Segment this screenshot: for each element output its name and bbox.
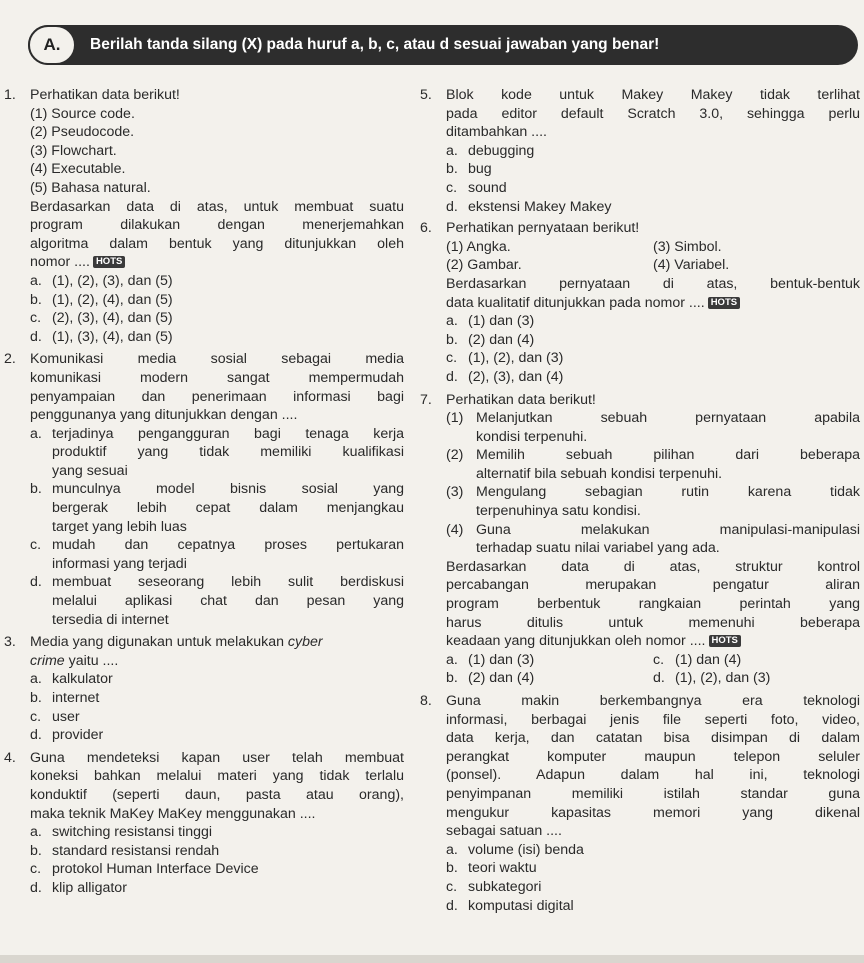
answer-option-b[interactable]: b. standard resistansi rendah	[30, 842, 220, 859]
question-intro: Perhatikan data berikut!	[446, 391, 596, 408]
question-stem: algoritma dalam bentuk yang ditunjukkan oleh	[30, 235, 404, 252]
question-number: 3.	[4, 634, 16, 651]
answer-option-a[interactable]: a. debugging	[446, 142, 535, 159]
question-stem: Berdasarkan pernyataan di atas, bentuk-bentuk	[446, 275, 860, 292]
answer-option-b[interactable]: b. (2) dan (4)	[446, 331, 535, 348]
data-items-grid	[446, 238, 860, 257]
question-stem: mengukur kapasitas memori yang dikenal	[446, 804, 860, 821]
answer-option-d[interactable]: d. provider	[30, 727, 104, 744]
question-number: 7.	[420, 391, 432, 408]
question-stem: Komunikasi media sosial sebagai media	[30, 351, 404, 368]
answer-option-b[interactable]: b. teori waktu	[446, 860, 537, 877]
question-stem: Media yang digunakan untuk melakukan cyber	[30, 634, 323, 651]
question-stem: data kerja, dan catatan bisa disimpan di dalam	[446, 730, 860, 747]
question-stem: koneksi bahkan melalui materi yang tidak terlalu	[30, 768, 404, 785]
question-stem: penyampaian dan penerimaan informasi bagi	[30, 388, 404, 405]
answer-option-c[interactable]: c. sound	[446, 179, 507, 196]
question-stem: perangkat komputer maupun telepon seluler	[446, 748, 860, 765]
data-item: (1) Melanjutkan sebuah pernyataan apabila kondisi terpenuhi.	[446, 410, 860, 445]
answer-option-a[interactable]: a. (1) dan (3)	[446, 313, 535, 330]
answer-option-d[interactable]: d. komputasi digital	[446, 897, 574, 914]
answer-option-c[interactable]: c. (2), (3), (4), dan (5)	[30, 310, 173, 327]
data-item: (4) Variabel.	[653, 257, 730, 274]
answer-option-a[interactable]: a. terjadinya pengangguran bagi tenaga kerja produktif yang tidak memiliki kualifikasi yang sesuai	[30, 425, 404, 479]
data-item: (3) Flowchart.	[30, 142, 117, 159]
answer-option-c[interactable]: c. user	[30, 708, 80, 725]
question-stem: penyimpanan memiliki istilah standar guna	[446, 785, 860, 802]
question-stem: ditambahkan ....	[446, 124, 547, 141]
question-1	[4, 86, 404, 346]
answer-option-b[interactable]: b. bug	[446, 161, 492, 178]
answer-option-b[interactable]: b. (2) dan (4)	[446, 670, 535, 687]
question-stem: Berdasarkan data di atas, struktur kontrol	[446, 558, 860, 575]
answer-option-d[interactable]: d. ekstensi Makey Makey	[446, 198, 612, 215]
question-5	[420, 86, 860, 216]
question-6	[420, 219, 860, 386]
answer-option-d[interactable]: d. (2), (3), dan (4)	[446, 368, 564, 385]
answer-option-c[interactable]: c. mudah dan cepatnya proses pertukaran informasi yang terjadi	[30, 537, 404, 572]
answer-option-a[interactable]: a. kalkulator	[30, 671, 113, 688]
data-item: (1) Angka.	[446, 238, 511, 255]
question-number: 1.	[4, 87, 16, 103]
question-stem: maka teknik MaKey MaKey menggunakan ....	[30, 805, 316, 822]
instruction-title: Berilah tanda silang (X) pada huruf a, b, c, atau d sesuai jawaban yang benar!	[90, 36, 660, 53]
question-stem: crime yaitu ....	[30, 652, 119, 669]
question-stem: harus ditulis untuk memenuhi beberapa	[446, 614, 860, 631]
data-item: (3) Mengulang sebagian rutin karena tidak terpenuhinya satu kondisi.	[446, 484, 860, 520]
question-stem: konduktif (seperti daun, pasta atau orang),	[30, 786, 404, 803]
question-3	[4, 633, 404, 745]
data-item: (1) Source code.	[30, 105, 135, 122]
page-bottom-edge	[0, 955, 864, 963]
question-stem: data kualitatif ditunjukkan pada nomor .... HOTS	[446, 294, 860, 313]
question-intro: Perhatikan data berikut!	[30, 87, 180, 103]
hots-badge: HOTS	[93, 256, 125, 268]
answer-option-d[interactable]: d. klip alligator	[30, 879, 127, 896]
answer-option-c[interactable]: c. (1) dan (4)	[653, 651, 742, 668]
options-grid	[446, 669, 860, 688]
question-stem: Berdasarkan data di atas, untuk membuat suatu	[30, 198, 404, 215]
answer-option-c[interactable]: c. protokol Human Interface Device	[30, 861, 259, 878]
section-badge: A.	[28, 25, 76, 65]
question-stem: program berbentuk rangkaian perintah yang	[446, 596, 860, 613]
left-column	[4, 86, 404, 898]
question-stem: informasi, berbagai jenis file seperti foto, video,	[446, 711, 860, 728]
question-number: 6.	[420, 220, 432, 237]
question-stem: program dilakukan dengan menerjemahkan	[30, 217, 404, 234]
question-stem: komunikasi modern sangat mempermudah	[30, 369, 404, 386]
question-stem: (ponsel). Adapun dalam hal ini, teknologi	[446, 767, 860, 784]
answer-option-b[interactable]: b. internet	[30, 690, 100, 706]
question-stem: nomor .... HOTS	[30, 253, 404, 272]
data-item: (2) Pseudocode.	[30, 124, 135, 141]
answer-option-b[interactable]: b. munculnya model bisnis sosial yang bergerak lebih cepat dalam menjangkau target yang lebih luas	[30, 481, 404, 535]
options-grid	[446, 651, 860, 670]
data-item: (4) Executable.	[30, 161, 126, 178]
answer-option-a[interactable]: a. volume (isi) benda	[446, 841, 584, 858]
answer-option-d[interactable]: d. (1), (3), (4), dan (5)	[30, 328, 173, 345]
answer-option-a[interactable]: a. (1) dan (3)	[446, 651, 535, 668]
data-item: (2) Memilih sebuah pilihan dari beberapa alternatif bila sebuah kondisi terpenuhi.	[446, 447, 860, 482]
answer-option-a[interactable]: a. (1), (2), (3), dan (5)	[30, 272, 173, 289]
answer-option-b[interactable]: b. (1), (2), (4), dan (5)	[30, 291, 173, 308]
question-stem: Blok kode untuk Makey Makey tidak terlihat	[446, 87, 860, 103]
question-4	[4, 749, 404, 898]
answer-option-c[interactable]: c. subkategori	[446, 878, 542, 895]
question-stem: pada editor default Scratch 3.0, sehingga perlu	[446, 105, 860, 122]
question-2	[4, 350, 404, 629]
hots-badge: HOTS	[708, 297, 740, 309]
question-7	[420, 391, 860, 689]
question-stem: percabangan merupakan pengatur aliran	[446, 577, 860, 594]
hots-badge: HOTS	[709, 635, 741, 647]
question-stem: Guna mendeteksi kapan user telah membuat	[30, 749, 404, 766]
question-stem: sebagai satuan ....	[446, 823, 562, 840]
question-stem: penggunanya yang ditunjukkan dengan ....	[30, 407, 298, 424]
question-intro: Perhatikan pernyataan berikut!	[446, 220, 640, 237]
question-number: 5.	[420, 87, 432, 103]
question-stem: keadaan yang ditunjukkan oleh nomor .... HOTS	[446, 632, 860, 651]
data-item: (2) Gambar.	[446, 257, 522, 274]
answer-option-c[interactable]: c. (1), (2), dan (3)	[446, 350, 564, 367]
answer-option-d[interactable]: d. (1), (2), dan (3)	[653, 670, 771, 687]
data-item: (5) Bahasa natural.	[30, 179, 151, 196]
data-items-grid	[446, 256, 860, 275]
data-item: (3) Simbol.	[653, 238, 722, 255]
question-number: 8.	[420, 693, 432, 709]
question-stem: Guna makin berkembangnya era teknologi	[446, 693, 860, 709]
answer-option-a[interactable]: a. switching resistansi tinggi	[30, 824, 213, 841]
question-number: 4.	[4, 749, 16, 766]
data-item: (4) Guna melakukan manipulasi-manipulasi terhadap suatu nilai variabel yang ada.	[446, 521, 860, 557]
question-number: 2.	[4, 351, 16, 368]
right-column	[420, 86, 860, 915]
answer-option-d[interactable]: d. membuat seseorang lebih sulit berdiskusi melalui aplikasi chat dan pesan yang tersedia di internet	[30, 574, 404, 628]
question-8	[420, 692, 860, 915]
